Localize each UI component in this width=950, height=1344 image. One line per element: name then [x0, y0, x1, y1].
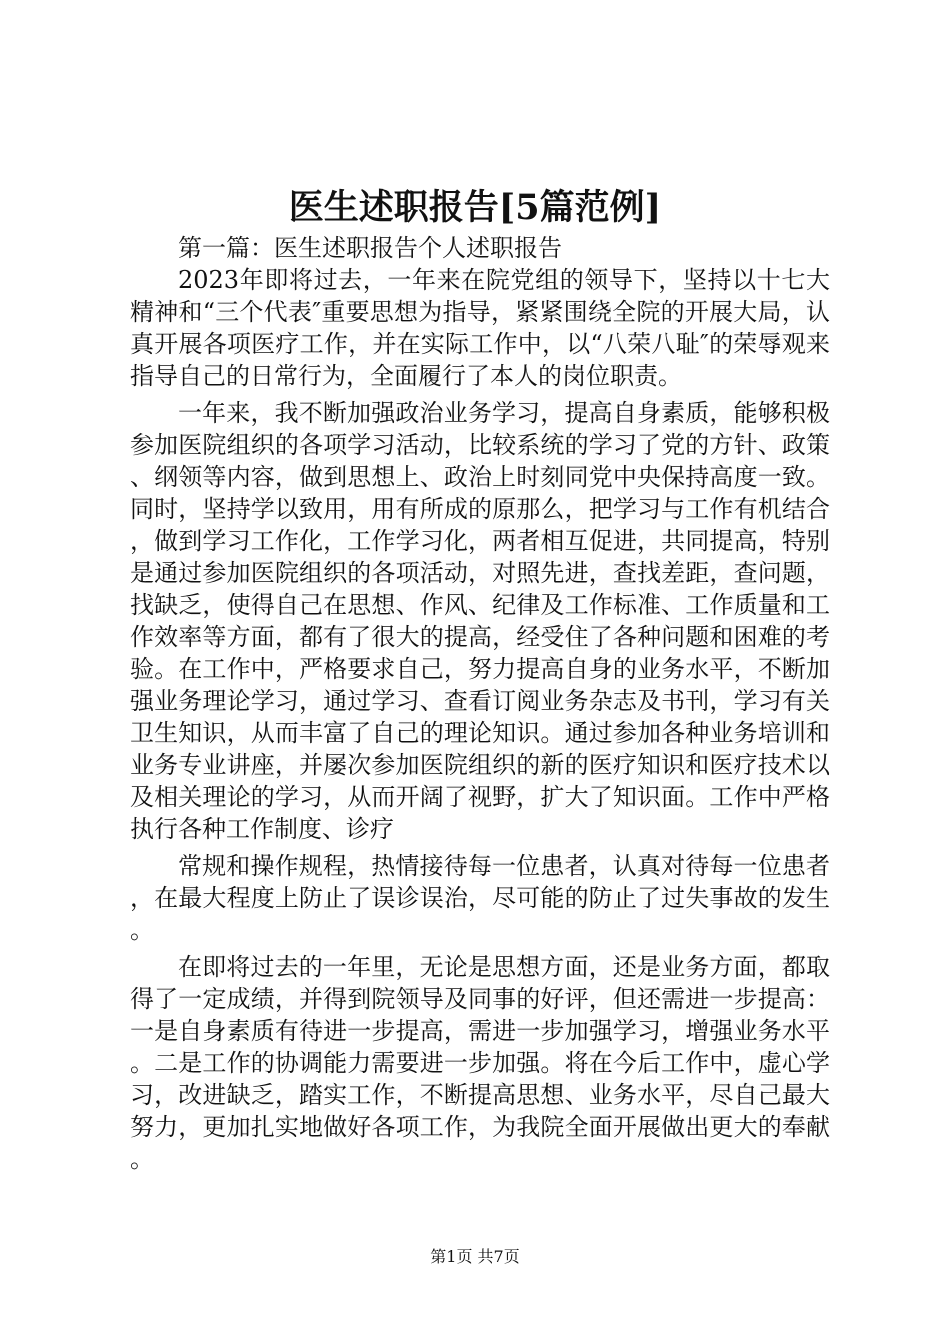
page-footer: 第1页 共7页 [430, 1247, 520, 1266]
document-body [130, 232, 830, 1175]
document-title: 医生述职报告[5篇范例] [288, 187, 662, 228]
paragraph: 在即将过去的一年里，无论是思想方面，还是业务方面，都取得了一定成绩，并得到院领导及同事的好评，但还需进一步提高：一是自身素质有待进一步提高，需进一步加强学习，增强业务水平。二是工作的协调能力需要进一步加强。将在今后工作中，虚心学习，改进缺乏，踏实工作，不断提高思想、业务水平，尽自己最大努力，更加扎实地做好各项工作，为我院全面开展做出更大的奉献。 [130, 953, 830, 1173]
paragraph: 2023年即将过去，一年来在院党组的领导下，坚持以十七大精神和“三个代表″重要思想为指导，紧紧围绕全院的开展大局，认真开展各项医疗工作，并在实际工作中，以“八荣八耻″的荣辱观来指导自己的日常行为，全面履行了本人的岗位职责。 [130, 266, 830, 390]
paragraph: 一年来，我不断加强政治业务学习，提高自身素质，能够积极参加医院组织的各项学习活动，比较系统的学习了党的方针、政策、纲领等内容，做到思想上、政治上时刻同党中央保持高度一致。同时，坚持学以致用，用有所成的原那么，把学习与工作有机结合，做到学习工作化，工作学习化，两者相互促进，共同提高，特别是通过参加医院组织的各项活动，对照先进，查找差距，查问题，找缺乏，使得自己在思想、作风、纪律及工作标准、工作质量和工作效率等方面，都有了很大的提高，经受住了各种问题和困难的考验。在工作中，严格要求自己，努力提高自身的业务水平，不断加强业务理论学习，通过学习、查看订阅业务杂志及书刊，学习有关卫生知识，从而丰富了自己的理论知识。通过参加各种业务培训和业务专业讲座，并屡次参加医院组织的新的医疗知识和医疗技术以及相关理论的学习，从而开阔了视野，扩大了知识面。工作中严格执行各种工作制度、诊疗 [130, 399, 830, 843]
paragraph: 常规和操作规程，热情接待每一位患者，认真对待每一位患者，在最大程度上防止了误诊误治，尽可能的防止了过失事故的发生。 [130, 852, 830, 944]
section-heading: 第一篇：医生述职报告个人述职报告 [178, 234, 562, 262]
